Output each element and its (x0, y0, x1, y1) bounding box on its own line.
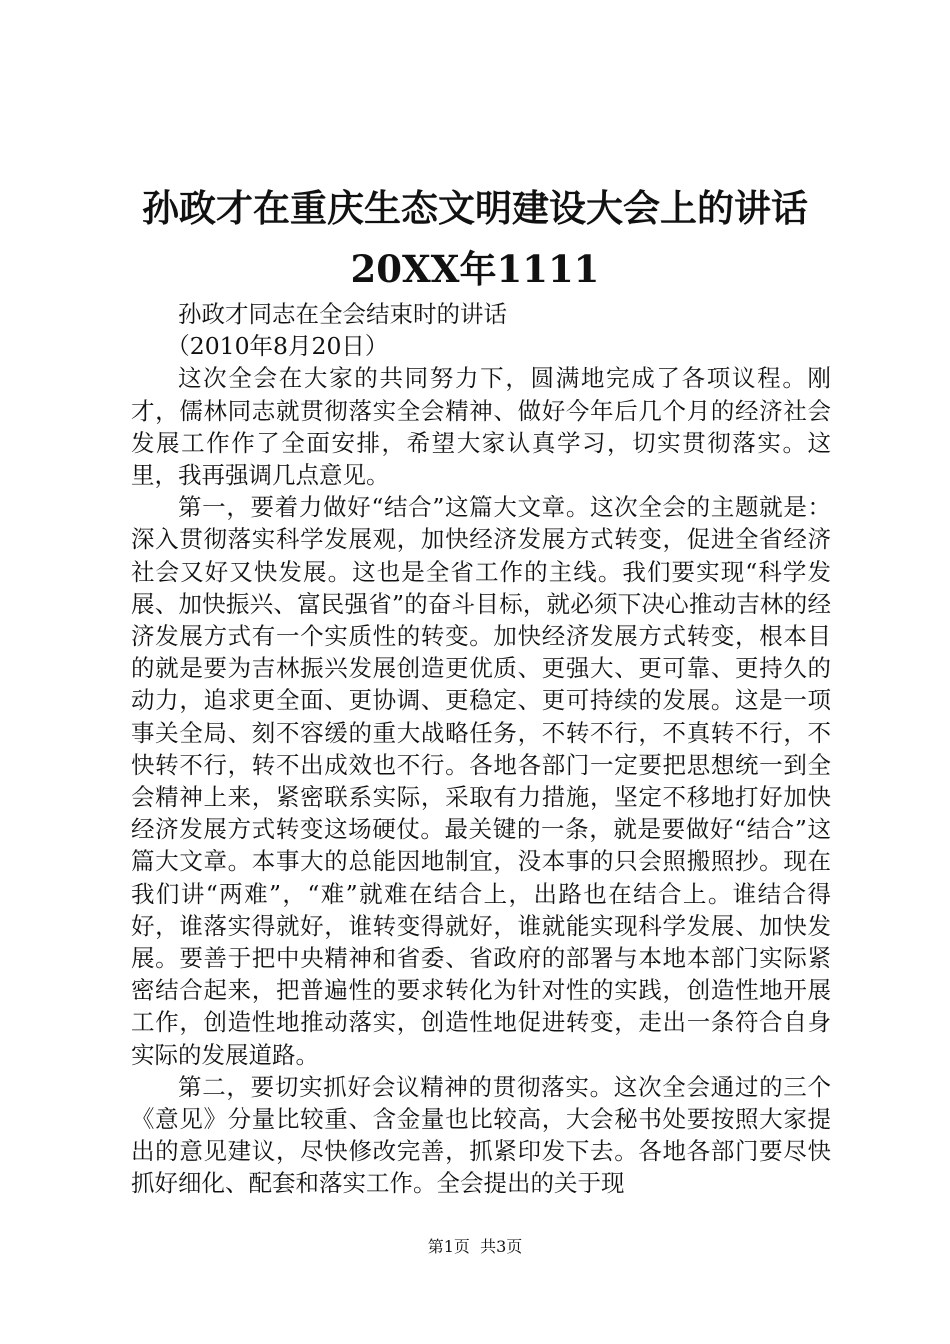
page-footer (0, 1237, 950, 1257)
document-body (131, 298, 831, 1200)
page-number: 第1页 (427, 1237, 470, 1256)
paragraph-1: 这次全会在大家的共同努力下，圆满地完成了各项议程。刚才，儒林同志就贯彻落实全会精神、做好今年后几个月的经济社会发展工作作了全面安排，希望大家认真学习，切实贯彻落实。这里，我再强调几点意见。 (131, 364, 831, 490)
speech-subtitle: 孙政才同志在全会结束时的讲话 (178, 300, 507, 328)
paragraph-2: 第一，要着力做好“结合”这篇大文章。这次全会的主题就是：深入贯彻落实科学发展观，加快经济发展方式转变，促进全省经济社会又好又快发展。这也是全省工作的主线。我们要实现“科学发展、加快振兴、富民强省”的奋斗目标，就必须下决心推动吉林的经济发展方式有一个实质性的转变。加快经济发展方式转变，根本目的就是要为吉林振兴发展创造更优质、更强大、更可靠、更持久的动力，追求更全面、更协调、更稳定、更可持续的发展。这是一项事关全局、刻不容缓的重大战略任务，不转不行，不真转不行，不快转不行，转不出成效也不行。各地各部门一定要把思想统一到全会精神上来，紧密联系实际，采取有力措施，坚定不移地打好加快经济发展方式转变这场硬仗。最关键的一条，就是要做好“结合”这篇大文章。本事大的总能因地制宜，没本事的只会照搬照抄。现在我们讲“两难”，“难”就难在结合上，出路也在结合上。谁结合得好，谁落实得就好，谁转变得就好，谁就能实现科学发展、加快发展。要善于把中央精神和省委、省政府的部署与本地本部门实际紧密结合起来，把普遍性的要求转化为针对性的实践，创造性地开展工作，创造性地推动落实，创造性地促进转变，走出一条符合自身实际的发展道路。 (131, 493, 831, 1069)
document-title-line2: 20XX年1111 (350, 247, 600, 291)
speech-date: （2010年8月20日） (166, 332, 389, 361)
paragraph-3: 第二，要切实抓好会议精神的贯彻落实。这次全会通过的三个《意见》分量比较重、含金量也比较高，大会秘书处要按照大家提出的意见建议，尽快修改完善，抓紧印发下去。各地各部门要尽快抓好细化、配套和落实工作。全会提出的关于现 (131, 1072, 831, 1198)
page-total: 共3页 (480, 1237, 523, 1256)
document-title-line1: 孙政才在重庆生态文明建设大会上的讲话 (142, 186, 808, 230)
